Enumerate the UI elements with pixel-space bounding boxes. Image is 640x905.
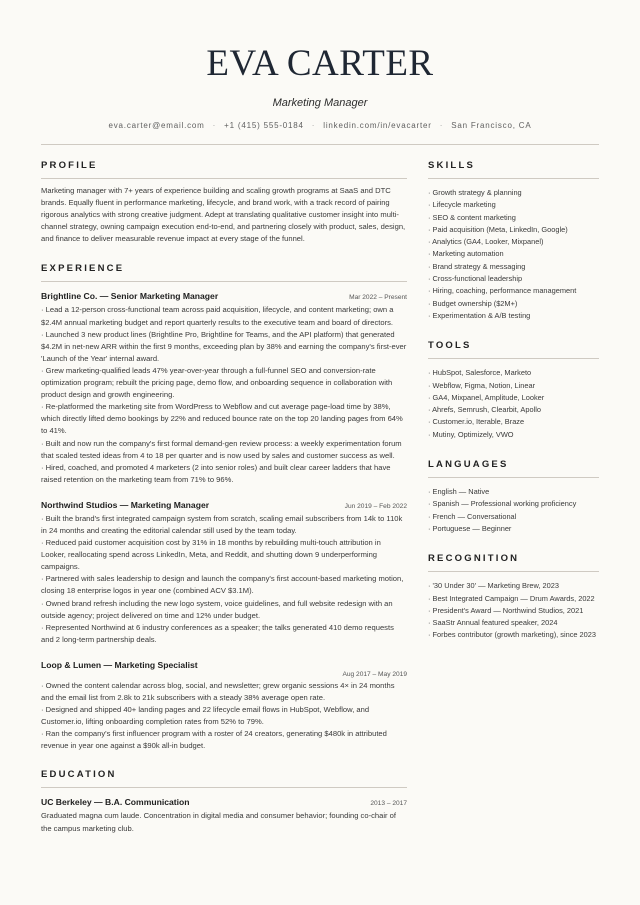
skill-item: · Growth strategy & planning <box>428 188 522 197</box>
skill-item: · Brand strategy & messaging <box>428 261 526 271</box>
tool-item: · Mutiny, Optimizely, VWO <box>428 429 514 439</box>
job-bullet: · Partnered with sales leadership to design and launch the company's first account-based marketing motion, closing 18 enterprise logos in year one (combined ACV $3.1M). <box>41 574 404 596</box>
skills-section <box>428 160 599 322</box>
resume-header <box>0 42 640 131</box>
candidate-title: Marketing Manager <box>272 97 368 109</box>
education-section <box>41 769 407 834</box>
job-header <box>41 291 407 301</box>
recognition-item: · President's Award — Northwind Studios, 2021 <box>428 605 584 615</box>
section-heading: SKILLS <box>428 160 599 179</box>
recognition-item: · Best Integrated Campaign — Drum Awards, 2022 <box>428 593 595 603</box>
contact-separator: · <box>311 121 316 130</box>
section-heading: PROFILE <box>41 160 407 179</box>
sidebar-column <box>428 160 599 642</box>
job-bullets <box>41 304 407 485</box>
language-item: · English — Native <box>428 487 490 497</box>
experience-section <box>41 263 407 752</box>
tool-item: · GA4, Mixpanel, Amplitude, Looker <box>428 392 545 402</box>
main-column <box>41 160 407 835</box>
education-dates: 2013 – 2017 <box>370 800 407 808</box>
recognition-item: · '30 Under 30' — Marketing Brew, 2023 <box>428 581 559 591</box>
job-company: Brightline Co. <box>41 291 98 302</box>
job-bullets <box>41 680 407 753</box>
education-degree: B.A. Communication <box>105 797 190 808</box>
job-bullet: · Owned brand refresh including the new logo system, voice guidelines, and full website redesign with an outside agency; project delivered on time and 12% under budget. <box>41 598 393 620</box>
skill-item: · Experimentation & A/B testing <box>428 310 531 320</box>
skill-item: · Budget ownership ($2M+) <box>428 298 518 308</box>
education-text: Graduated magna cum laude. Concentration in digital media and consumer behavior; founding co-chair of the campus marketing club. <box>41 811 397 833</box>
languages-list <box>428 486 599 535</box>
recognition-section <box>428 553 599 641</box>
education-title: UC Berkeley — B.A. Communication <box>41 797 190 808</box>
section-heading: RECOGNITION <box>428 553 599 572</box>
tools-section <box>428 340 599 441</box>
job-role: Senior Marketing Manager <box>110 291 219 302</box>
tools-list <box>428 367 599 441</box>
section-heading: EXPERIENCE <box>41 263 407 282</box>
job-bullet: · Designed and shipped 40+ landing pages and 22 lifecycle email flows in HubSpot, Webflow, and Customer.io, lifting onboarding completion rates from 52% to 79%. <box>41 705 370 727</box>
job-dates: Mar 2022 – Present <box>349 294 407 302</box>
language-item: · French — Conversational <box>428 511 517 521</box>
job-entry <box>41 660 407 753</box>
skill-item: · Marketing automation <box>428 249 504 259</box>
job-title: Brightline Co. — Senior Marketing Manager <box>41 291 219 302</box>
section-heading: TOOLS <box>428 340 599 359</box>
contact-line <box>0 121 640 131</box>
job-bullet: · Built the brand's first integrated campaign system from scratch, scaling email subscribers from 14k to 110k in 24 months and creating the editorial calendar still used by the team today. <box>41 513 403 535</box>
skill-item: · Hiring, coaching, performance management <box>428 286 577 296</box>
job-bullet: · Launched 3 new product lines (Brightline Pro, Brightline for Teams, and the API platform) that generated $4.2M in net-new ARR within the first 9 months, exceeding plan by 38% and earning the company's first-ever 'Launch of the Year' internal award. <box>41 329 407 363</box>
skill-item: · Analytics (GA4, Looker, Mixpanel) <box>428 237 544 247</box>
job-entry <box>41 500 407 646</box>
job-bullet: · Hired, coached, and promoted 4 marketers (2 into senior roles) and built clear career ladders that have raised retention on the marketing team from 71% to 96%. <box>41 462 391 484</box>
section-heading: LANGUAGES <box>428 459 599 478</box>
skill-item: · Lifecycle marketing <box>428 200 496 210</box>
languages-section <box>428 459 599 535</box>
job-bullet: · Reduced paid customer acquisition cost by 31% in 18 months by rebuilding multi-touch attribution in Looker, reallocating spend across LinkedIn, Meta, and Reddit, and shutting down 9 underperforming campaigns. <box>41 538 381 572</box>
education-school: UC Berkeley <box>41 797 92 808</box>
job-bullet: · Built and now run the company's first formal demand-gen review process: a weekly experimentation forum that scaled tested ideas from 4 to 18 per quarter and is now used by sales and customer success as well. <box>41 438 402 460</box>
job-title: Loop & Lumen — Marketing Specialist <box>41 659 198 670</box>
contact-separator: · <box>212 121 217 130</box>
contact-email[interactable]: eva.carter@email.com <box>108 121 205 130</box>
job-role: Marketing Specialist <box>114 659 198 670</box>
skill-item: · Paid acquisition (Meta, LinkedIn, Google) <box>428 224 568 234</box>
candidate-name: EVA CARTER <box>206 43 434 84</box>
job-bullets <box>41 513 407 646</box>
tool-item: · Customer.io, Iterable, Braze <box>428 417 525 427</box>
language-item: · Portuguese — Beginner <box>428 523 512 533</box>
section-heading: EDUCATION <box>41 769 407 788</box>
recognition-list <box>428 580 599 641</box>
job-bullet: · Lead a 12-person cross-functional team across paid acquisition, lifecycle, and content marketing; own a $2.4M annual marketing budget and report quarterly results to the executive team and board of directors. <box>41 305 394 327</box>
header-divider <box>41 144 599 145</box>
job-bullet: · Owned the content calendar across blog, social, and newsletter; grew organic sessions 4× in 24 months and the email list from 2.8k to 21k subscribers with a steady 38% average open rate. <box>41 680 395 702</box>
job-bullet: · Grew marketing-qualified leads 47% year-over-year through a full-funnel SEO and conversion-rate optimization program; rebuilt the pricing page, demo flow, and onboarding sequence in collaboration with product design and growth engineering. <box>41 365 393 400</box>
contact-linkedin[interactable]: linkedin.com/in/evacarter <box>323 121 432 130</box>
skill-item: · SEO & content marketing <box>428 212 516 222</box>
profile-section <box>41 160 407 245</box>
language-item: · Spanish — Professional working proficiency <box>428 499 577 509</box>
contact-location: San Francisco, CA <box>451 121 532 130</box>
contact-phone[interactable]: +1 (415) 555-0184 <box>224 121 304 130</box>
job-bullet: · Re-platformed the marketing site from WordPress to Webflow and cut average page-load time by 38%, which directly lifted demo bookings by 22% and reduced bounce rate on the top 20 landing pages from 64% to 41%. <box>41 402 403 436</box>
tool-item: · Webflow, Figma, Notion, Linear <box>428 380 536 390</box>
job-role: Marketing Manager <box>130 499 210 510</box>
contact-separator: · <box>439 121 444 130</box>
job-title: Northwind Studios — Marketing Manager <box>41 499 210 510</box>
tool-item: · Ahrefs, Semrush, Clearbit, Apollo <box>428 405 541 415</box>
profile-text: Marketing manager with 7+ years of experience building and scaling growth programs at SaaS and DTC brands. Equally fluent in performance marketing, lifecycle, and brand work, with a track record of pairing rigorous analytics with strong creative judgment. Adept at translating qualitative customer insight into multi-channel strategy, owning campaign execution end-to-end, and partnering closely with product, sales, design, and finance to deliver measurable revenue impact at every stage of the funnel. <box>41 186 406 244</box>
job-dates: Jun 2019 – Feb 2022 <box>344 502 407 510</box>
job-bullet: · Represented Northwind at 6 industry conferences as a speaker; the talks generated 410 demo requests and 2 long-term partnership deals. <box>41 622 394 644</box>
education-header <box>41 797 407 807</box>
skill-item: · Cross-functional leadership <box>428 274 523 284</box>
job-company: Northwind Studios <box>41 499 118 510</box>
job-entry <box>41 291 407 485</box>
job-bullet: · Ran the company's first influencer program with a roster of 24 creators, generating $480k in attributed revenue in year one against a $90k all-in budget. <box>41 729 387 751</box>
job-header <box>41 500 407 510</box>
job-company: Loop & Lumen <box>41 659 102 670</box>
job-dates: Aug 2017 – May 2019 <box>342 670 407 678</box>
skills-list <box>428 187 599 322</box>
education-entry <box>41 797 407 834</box>
tool-item: · HubSpot, Salesforce, Marketo <box>428 368 532 378</box>
recognition-item: · Forbes contributor (growth marketing), since 2023 <box>428 630 597 640</box>
recognition-item: · SaaStr Annual featured speaker, 2024 <box>428 618 558 628</box>
